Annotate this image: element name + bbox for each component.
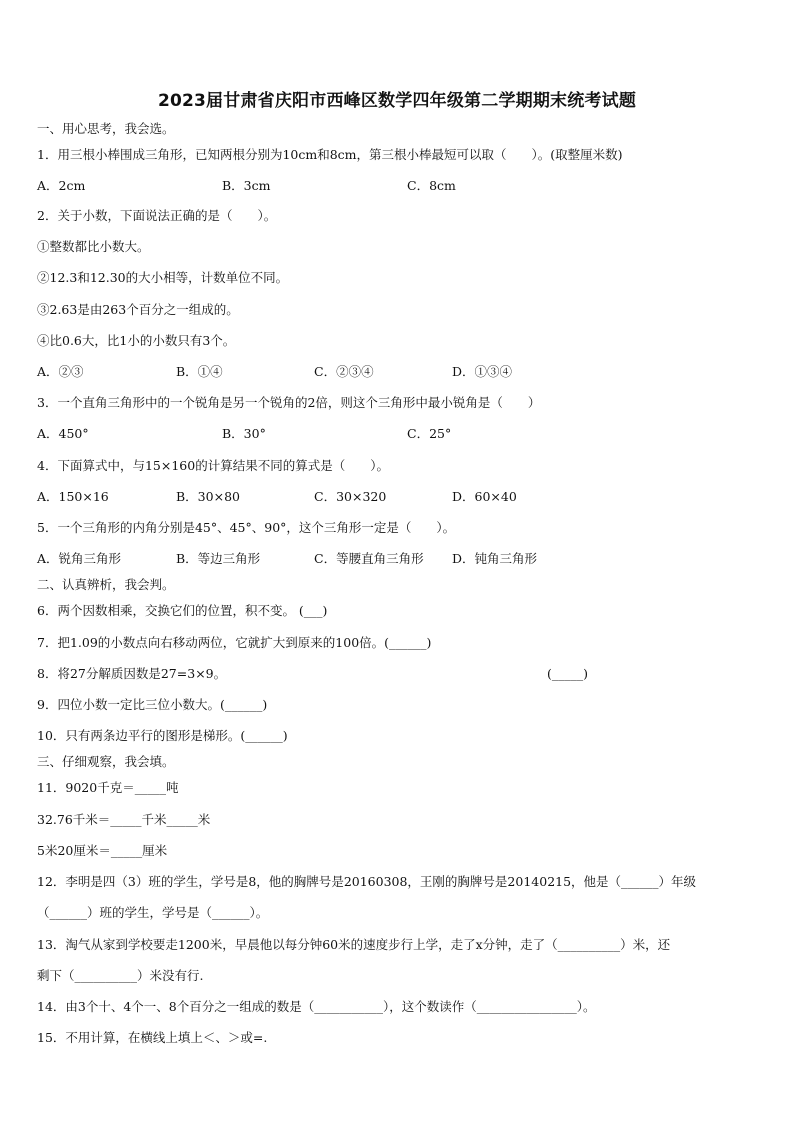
question-11-part-b: 32.76千米＝_____千米_____米 xyxy=(37,812,211,827)
question-2-statement-3: ③2.63是由263个百分之一组成的。 xyxy=(37,302,239,317)
question-11-part-a: 11．9020千克＝_____吨 xyxy=(37,780,179,795)
question-3-option-b[interactable]: B．30° xyxy=(222,426,266,441)
question-2-option-d[interactable]: D．①③④ xyxy=(452,364,513,379)
question-3-option-c[interactable]: C．25° xyxy=(407,426,452,441)
question-5-option-d[interactable]: D．钝角三角形 xyxy=(452,551,538,566)
question-3-option-a[interactable]: A．450° xyxy=(37,426,89,441)
question-2-option-c[interactable]: C．②③④ xyxy=(314,364,374,379)
question-12-line-1: 12．李明是四（3）班的学生，学号是8，他的胸牌号是20160308，王刚的胸牌号是20140215，他是（______）年级 xyxy=(37,874,697,889)
question-5-option-a[interactable]: A．锐角三角形 xyxy=(37,551,122,566)
question-8-stem: 8．将27分解质因数是27=3×9。 xyxy=(37,666,227,681)
section-heading-3: 三、仔细观察，我会填。 xyxy=(37,754,175,769)
question-14: 14．由3个十、4个一、8个百分之一组成的数是（___________），这个数读作（________________）。 xyxy=(37,999,596,1014)
question-10: 10．只有两条边平行的图形是梯形。(______) xyxy=(37,728,288,743)
section-heading-2: 二、认真辨析，我会判。 xyxy=(37,577,175,592)
question-5-option-b[interactable]: B．等边三角形 xyxy=(176,551,261,566)
question-7: 7．把1.09的小数点向右移动两位，它就扩大到原来的100倍。(______) xyxy=(37,635,432,650)
page-title: 2023届甘肃省庆阳市西峰区数学四年级第二学期期末统考试题 xyxy=(157,91,637,111)
question-4-option-d[interactable]: D．60×40 xyxy=(452,489,517,504)
question-11-part-c: 5米20厘米＝_____厘米 xyxy=(37,843,168,858)
question-13-line-1: 13．淘气从家到学校要走1200米，早晨他以每分钟60米的速度步行上学，走了x分钟，走了（__________）米，还 xyxy=(37,937,671,952)
question-4-option-c[interactable]: C．30×320 xyxy=(314,489,387,504)
question-3-stem: 3．一个直角三角形中的一个锐角是另一个锐角的2倍，则这个三角形中最小锐角是（ ） xyxy=(37,395,541,410)
question-1-stem: 1．用三根小棒围成三角形，已知两根分别为10cm和8cm，第三根小棒最短可以取（ ）。(取整厘米数) xyxy=(37,147,623,162)
question-2-option-a[interactable]: A．②③ xyxy=(37,364,84,379)
question-5-stem: 5．一个三角形的内角分别是45°、45°、90°，这个三角形一定是（ ）。 xyxy=(37,520,456,535)
question-2-statement-4: ④比0.6大，比1小的小数只有3个。 xyxy=(37,333,236,348)
question-12-line-2: （______）班的学生，学号是（______）。 xyxy=(37,905,269,920)
question-9: 9．四位小数一定比三位小数大。(______) xyxy=(37,697,268,712)
question-1-option-a[interactable]: A．2cm xyxy=(37,178,86,193)
question-13-line-2: 剩下（__________）米没有行. xyxy=(37,968,204,983)
question-5-option-c[interactable]: C．等腰直角三角形 xyxy=(314,551,424,566)
question-1-option-b[interactable]: B．3cm xyxy=(222,178,271,193)
question-2-stem: 2．关于小数，下面说法正确的是（ ）。 xyxy=(37,208,277,223)
question-2-option-b[interactable]: B．①④ xyxy=(176,364,223,379)
question-4-option-b[interactable]: B．30×80 xyxy=(176,489,240,504)
question-2-statement-1: ①整数都比小数大。 xyxy=(37,239,150,254)
question-2-statement-2: ②12.3和12.30的大小相等，计数单位不同。 xyxy=(37,270,289,285)
section-heading-1: 一、用心思考，我会选。 xyxy=(37,121,175,136)
question-6: 6．两个因数相乘，交换它们的位置，积不变。 (___) xyxy=(37,603,328,618)
question-4-stem: 4．下面算式中，与15×160的计算结果不同的算式是（ ）。 xyxy=(37,458,389,473)
question-8-answer-blank[interactable]: (_____) xyxy=(547,666,589,681)
question-15: 15．不用计算，在横线上填上＜、＞或=. xyxy=(37,1030,268,1045)
question-4-option-a[interactable]: A．150×16 xyxy=(37,489,109,504)
question-1-option-c[interactable]: C．8cm xyxy=(407,178,456,193)
